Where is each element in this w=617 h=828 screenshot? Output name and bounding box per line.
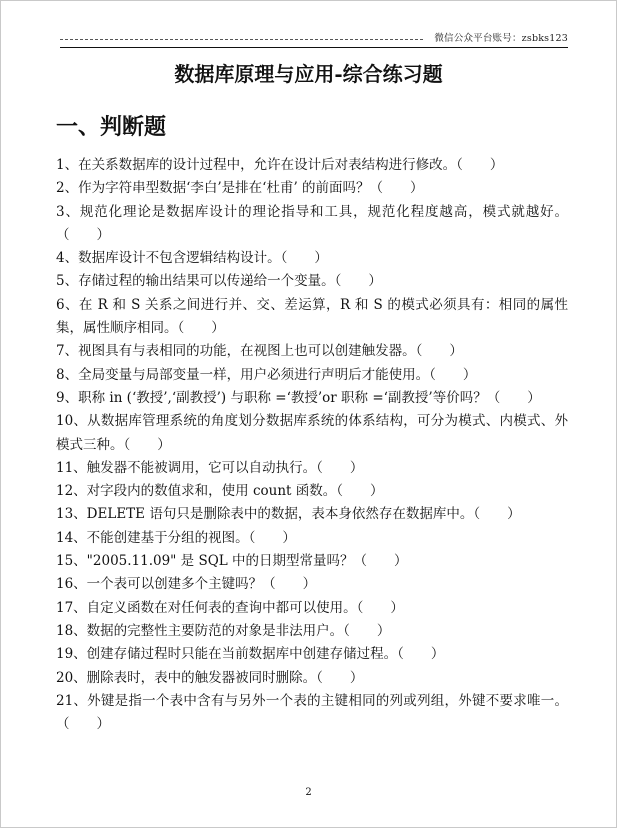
question-item: 9、职称 in (‘教授’,‘副教授’) 与职称 =‘教授’or 职称 =‘副教授’等价吗？（ ） [56,389,541,406]
document-title: 数据库原理与应用-综合练习题 [174,62,443,86]
question-item: 16、一个表可以创建多个主键吗？（ ） [56,576,317,593]
question-item: 15、"2005.11.09" 是 SQL 中的日期型常量吗？（ ） [56,553,408,570]
page-number: 2 [305,787,312,798]
header-dashed-line [60,39,423,40]
header-account-text: 微信公众平台账号：zsbks123 [434,33,568,44]
question-item: 6、在 R 和 S 关系之间进行并、交、差运算，R 和 S 的模式必须具有：相同的属性集，属性顺序相同。（ ） [56,296,568,337]
question-item: 19、创建存储过程时只能在当前数据库中创建存储过程。（ ） [56,646,445,663]
question-item: 2、作为字符串型数据‘李白’是排在‘杜甫’ 的前面吗？（ ） [56,180,424,197]
question-item: 8、全局变量与局部变量一样，用户必须进行声明后才能使用。（ ） [56,366,477,383]
question-item: 4、数据库设计不包含逻辑结构设计。（ ） [56,250,328,267]
question-list [56,154,568,736]
section-heading: 一、判断题 [56,114,167,140]
question-item: 21、外键是指一个表中含有与另外一个表的主键相同的列或列组，外键不要求唯一。（ ） [56,692,568,733]
question-item: 13、DELETE 语句只是删除表中的数据，表本身依然存在数据库中。（ ） [56,506,521,523]
question-item: 20、删除表时，表中的触发器被同时删除。（ ） [56,669,364,686]
question-item: 3、规范化理论是数据库设计的理论指导和工具，规范化程度越高，模式就越好。（ ） [56,203,568,243]
question-item: 10、从数据库管理系统的角度划分数据库系统的体系结构，可分为模式、内模式、外模式三种。（ ） [56,413,568,453]
question-item: 5、存储过程的输出结果可以传递给一个变量。（ ） [56,273,382,290]
question-item: 14、不能创建基于分组的视图。（ ） [56,529,296,546]
question-item: 18、数据的完整性主要防范的对象是非法用户。（ ） [56,622,391,639]
header-rule [60,47,568,48]
question-item: 7、视图具有与表相同的功能，在视图上也可以创建触发器。（ ） [56,343,463,360]
page-header [60,30,568,46]
question-item: 11、触发器不能被调用，它可以自动执行。（ ） [56,459,364,476]
question-item: 12、对字段内的数值求和，使用 count 函数。（ ） [56,483,384,500]
question-item: 1、在关系数据库的设计过程中，允许在设计后对表结构进行修改。（ ） [56,157,504,173]
question-item: 17、自定义函数在对任何表的查询中都可以使用。（ ） [56,599,404,616]
